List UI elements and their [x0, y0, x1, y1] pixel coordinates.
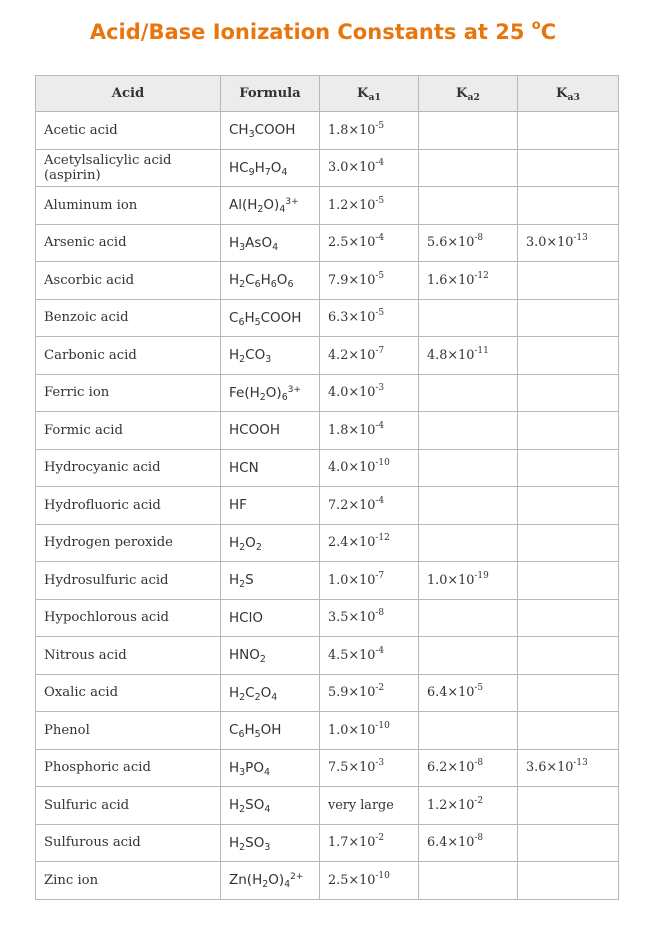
header-ka2: [419, 76, 518, 112]
formula-subscript: 9: [248, 166, 255, 178]
acid-name-cell: Hydrofluoric acid: [36, 487, 221, 525]
ka1-mantissa: 1.0×10: [328, 722, 376, 738]
table-row: [36, 712, 619, 750]
ka2-cell: [419, 599, 518, 637]
table-row: [36, 487, 619, 525]
ka1-mantissa: 2.5×10: [328, 872, 376, 888]
ka1-mantissa: 1.7×10: [328, 835, 376, 851]
formula-cell: [221, 337, 320, 375]
formula-cell: [221, 412, 320, 450]
formula-cell: [221, 599, 320, 637]
formula-subscript: 3: [265, 354, 272, 366]
ka2-cell: [419, 562, 518, 600]
ka1-exponent: -5: [375, 270, 385, 281]
formula-subscript: 3: [264, 841, 271, 853]
formula-subscript: 2: [259, 654, 266, 666]
ka2-cell: [419, 149, 518, 187]
ka1-cell: [320, 637, 419, 675]
formula-cell: [221, 187, 320, 225]
ka1-cell: [320, 299, 419, 337]
acid-name-cell: Arsenic acid: [36, 224, 221, 262]
formula-subscript: 3: [239, 241, 246, 253]
ka3-cell: [518, 599, 619, 637]
ka1-mantissa: 1.2×10: [328, 197, 376, 213]
formula-subscript: 5: [254, 729, 261, 741]
ka2-cell: [419, 749, 518, 787]
acid-name-cell: Hydrogen peroxide: [36, 524, 221, 562]
table-row: [36, 224, 619, 262]
formula-cell: [221, 749, 320, 787]
ka3-cell: [518, 299, 619, 337]
formula-subscript: 6: [238, 316, 245, 328]
ka3-exponent: -13: [573, 758, 588, 769]
ka2-cell: [419, 412, 518, 450]
formula-text: O: [276, 272, 288, 289]
header-ka3: [518, 76, 619, 112]
ka1-exponent: -5: [375, 120, 385, 131]
formula-cell: [221, 262, 320, 300]
formula-text: SO: [245, 797, 265, 814]
ka2-cell: [419, 112, 518, 150]
ka2-mantissa: 5.6×10: [427, 235, 475, 251]
ka3-cell: [518, 637, 619, 675]
table-row: [36, 299, 619, 337]
formula-text: H: [244, 309, 255, 326]
formula-text: COOH: [260, 309, 302, 326]
ka3-cell: [518, 374, 619, 412]
formula-text: H: [229, 534, 240, 551]
ka1-cell: [320, 599, 419, 637]
formula-subscript: 2: [254, 691, 261, 703]
formula-subscript: 2: [239, 279, 246, 291]
formula-text: HNO: [229, 647, 260, 664]
formula-charge: 2+: [290, 872, 304, 883]
ka1-mantissa: 1.0×10: [328, 572, 376, 588]
formula-subscript: 5: [254, 316, 261, 328]
formula-text: HF: [229, 497, 247, 514]
ka3-cell: [518, 787, 619, 825]
ka3-mantissa: 3.6×10: [526, 760, 574, 776]
ka1-exponent: -10: [375, 870, 390, 881]
ka2-cell: [419, 674, 518, 712]
table-row: [36, 524, 619, 562]
ionization-constants-table: [35, 75, 619, 900]
acid-name-cell: Sulfuric acid: [36, 787, 221, 825]
table-row: [36, 337, 619, 375]
acid-name-cell: Hydrosulfuric acid: [36, 562, 221, 600]
ka2-cell: [419, 449, 518, 487]
ka2-mantissa: 1.6×10: [427, 272, 475, 288]
ka2-exponent: -11: [474, 345, 489, 356]
header-formula: Formula: [221, 76, 320, 112]
formula-text: COOH: [254, 122, 296, 139]
ka2-cell: [419, 487, 518, 525]
formula-subscript: 2: [239, 691, 246, 703]
formula-text: AsO: [245, 234, 273, 251]
ka3-cell: [518, 449, 619, 487]
table-row: [36, 149, 619, 187]
ka2-cell: [419, 712, 518, 750]
table-row: [36, 862, 619, 900]
formula-text: C: [229, 309, 239, 326]
ka2-exponent: -5: [474, 683, 484, 694]
ka2-mantissa: 6.2×10: [427, 760, 475, 776]
formula-text: Zn(H: [229, 872, 263, 889]
formula-cell: [221, 712, 320, 750]
ka2-mantissa: 4.8×10: [427, 347, 475, 363]
acid-name-cell: Phosphoric acid: [36, 749, 221, 787]
ka1-cell: [320, 674, 419, 712]
acid-name-cell: Benzoic acid: [36, 299, 221, 337]
formula-subscript: 2: [255, 541, 262, 553]
ka2-mantissa: 6.4×10: [427, 835, 475, 851]
header-ka1: [320, 76, 419, 112]
table-row: [36, 599, 619, 637]
formula-text: H: [229, 572, 240, 589]
ka3-cell: [518, 524, 619, 562]
ka1-cell: [320, 824, 419, 862]
ka1-cell: [320, 224, 419, 262]
formula-text: H: [229, 347, 240, 364]
formula-text: O: [260, 684, 272, 701]
acid-name-cell: Formic acid: [36, 412, 221, 450]
ka2-cell: [419, 374, 518, 412]
table-row: [36, 749, 619, 787]
formula-subscript: 6: [270, 279, 277, 291]
ka3-cell: [518, 262, 619, 300]
formula-text: O: [270, 159, 282, 176]
ka3-cell: [518, 487, 619, 525]
formula-subscript: 4: [281, 166, 288, 178]
ka3-cell: [518, 187, 619, 225]
formula-subscript: 6: [287, 279, 294, 291]
table-row: [36, 562, 619, 600]
title-degree: o: [531, 18, 541, 33]
ka2-cell: [419, 787, 518, 825]
ka2-exponent: -12: [474, 270, 489, 281]
ka2-cell: [419, 637, 518, 675]
table-row: [36, 112, 619, 150]
table-row: [36, 412, 619, 450]
acid-name-cell: Phenol: [36, 712, 221, 750]
formula-text: HCN: [229, 459, 259, 476]
ka1-mantissa: 4.0×10: [328, 385, 376, 401]
formula-cell: [221, 374, 320, 412]
ka1-mantissa: 3.0×10: [328, 160, 376, 176]
ka1-mantissa: 5.9×10: [328, 685, 376, 701]
ka2-exponent: -2: [474, 795, 484, 806]
ka1-exponent: -3: [375, 758, 385, 769]
ka2-cell: [419, 187, 518, 225]
ka1-cell: [320, 562, 419, 600]
ka1-mantissa: 2.5×10: [328, 235, 376, 251]
formula-subscript: 7: [264, 166, 271, 178]
formula-cell: [221, 487, 320, 525]
formula-text: H: [229, 272, 240, 289]
acid-name-cell: Hydrocyanic acid: [36, 449, 221, 487]
ka1-cell: [320, 262, 419, 300]
ka1-exponent: -4: [375, 233, 385, 244]
ka3-mantissa: 3.0×10: [526, 235, 574, 251]
ka1-cell: [320, 374, 419, 412]
ka2-cell: [419, 862, 518, 900]
ka1-cell: [320, 112, 419, 150]
ka1-cell: [320, 487, 419, 525]
acid-name-cell: Ascorbic acid: [36, 262, 221, 300]
formula-subscript: 2: [239, 804, 246, 816]
ka1-cell: [320, 862, 419, 900]
ka1-exponent: -4: [375, 645, 385, 656]
formula-cell: [221, 824, 320, 862]
formula-subscript: 4: [264, 804, 271, 816]
ka2-exponent: -8: [474, 233, 484, 244]
formula-text: Fe(H: [229, 384, 260, 401]
ka2-cell: [419, 524, 518, 562]
header-ka1-k: K: [357, 86, 369, 101]
formula-charge: 3+: [287, 384, 301, 395]
formula-cell: [221, 862, 320, 900]
ka1-mantissa: very large: [328, 797, 394, 813]
formula-subscript: 4: [271, 691, 278, 703]
formula-subscript: 4: [263, 766, 270, 778]
ka1-mantissa: 2.4×10: [328, 535, 376, 551]
acid-name-cell: Oxalic acid: [36, 674, 221, 712]
header-ka1-sub: a1: [368, 92, 381, 103]
ka1-mantissa: 7.5×10: [328, 760, 376, 776]
formula-text: Al(H: [229, 197, 258, 214]
ka3-cell: [518, 337, 619, 375]
ka1-mantissa: 1.8×10: [328, 122, 376, 138]
formula-subscript: 2: [239, 541, 246, 553]
ka3-exponent: -13: [573, 233, 588, 244]
table-row: [36, 674, 619, 712]
formula-text: C: [245, 684, 255, 701]
formula-subscript: 2: [239, 579, 246, 591]
ka1-cell: [320, 149, 419, 187]
formula-text: HCOOH: [229, 422, 280, 439]
formula-text: O: [245, 534, 256, 551]
formula-subscript: 4: [272, 241, 279, 253]
formula-text: S: [245, 572, 254, 589]
formula-text: H: [229, 684, 240, 701]
table-row: [36, 187, 619, 225]
page-title: [0, 20, 646, 44]
formula-text: O): [268, 872, 285, 889]
ka3-cell: [518, 112, 619, 150]
ka3-cell: [518, 824, 619, 862]
formula-cell: [221, 299, 320, 337]
table-row: [36, 787, 619, 825]
formula-text: O): [263, 197, 280, 214]
ka2-cell: [419, 824, 518, 862]
acid-name-cell: Sulfurous acid: [36, 824, 221, 862]
ka2-cell: [419, 262, 518, 300]
ka2-cell: [419, 337, 518, 375]
formula-text: HClO: [229, 609, 263, 626]
ka3-cell: [518, 412, 619, 450]
ka1-exponent: -8: [375, 608, 385, 619]
ka1-exponent: -5: [375, 308, 385, 319]
ka1-mantissa: 4.5×10: [328, 647, 376, 663]
ka3-cell: [518, 562, 619, 600]
title-text: Acid/Base Ionization Constants at 25: [89, 20, 525, 44]
acid-name-cell: Carbonic acid: [36, 337, 221, 375]
header-ka2-sub: a2: [467, 92, 480, 103]
formula-cell: [221, 674, 320, 712]
ka1-exponent: -2: [375, 833, 385, 844]
header-ka3-sub: a3: [567, 92, 580, 103]
formula-text: H: [229, 759, 240, 776]
formula-text: CO: [245, 347, 266, 364]
formula-text: OH: [260, 722, 282, 739]
table-header: [36, 76, 619, 112]
ka2-mantissa: 1.2×10: [427, 797, 475, 813]
acid-name-cell: Acetylsalicylic acid (aspirin): [36, 149, 221, 187]
ka1-mantissa: 6.3×10: [328, 310, 376, 326]
ka2-mantissa: 6.4×10: [427, 685, 475, 701]
formula-text: SO: [245, 834, 265, 851]
acid-name-cell: Zinc ion: [36, 862, 221, 900]
formula-subscript: 4: [284, 879, 291, 891]
formula-text: C: [245, 272, 255, 289]
formula-text: HC: [229, 159, 249, 176]
table-body: [36, 112, 619, 900]
table-row: [36, 637, 619, 675]
ka3-cell: [518, 749, 619, 787]
acid-name-cell: Hypochlorous acid: [36, 599, 221, 637]
acid-name-cell: Acetic acid: [36, 112, 221, 150]
ka1-exponent: -5: [375, 195, 385, 206]
formula-subscript: 2: [239, 841, 246, 853]
ka1-mantissa: 1.8×10: [328, 422, 376, 438]
table-row: [36, 262, 619, 300]
ka1-cell: [320, 412, 419, 450]
formula-subscript: 6: [238, 729, 245, 741]
ka1-mantissa: 4.2×10: [328, 347, 376, 363]
formula-subscript: 2: [262, 879, 269, 891]
ka3-cell: [518, 149, 619, 187]
formula-subscript: 4: [279, 204, 286, 216]
formula-cell: [221, 224, 320, 262]
ka1-exponent: -4: [375, 158, 385, 169]
header-row: [36, 76, 619, 112]
formula-subscript: 3: [248, 129, 255, 141]
ka1-cell: [320, 449, 419, 487]
formula-subscript: 6: [281, 391, 288, 403]
ka2-exponent: -8: [474, 758, 484, 769]
formula-text: H: [229, 234, 240, 251]
ka3-cell: [518, 224, 619, 262]
header-ka2-k: K: [456, 86, 468, 101]
ka2-exponent: -8: [474, 833, 484, 844]
formula-charge: 3+: [285, 197, 299, 208]
formula-text: O): [265, 384, 282, 401]
ka1-exponent: -4: [375, 495, 385, 506]
ka1-cell: [320, 187, 419, 225]
formula-cell: [221, 149, 320, 187]
ka1-cell: [320, 749, 419, 787]
formula-text: C: [229, 722, 239, 739]
ka1-mantissa: 7.9×10: [328, 272, 376, 288]
ka2-cell: [419, 224, 518, 262]
title-unit: C: [540, 20, 557, 44]
acid-name-cell: Ferric ion: [36, 374, 221, 412]
ka1-exponent: -7: [375, 570, 385, 581]
table-row: [36, 374, 619, 412]
formula-cell: [221, 562, 320, 600]
ka1-exponent: -7: [375, 345, 385, 356]
ka3-cell: [518, 712, 619, 750]
acid-name-cell: Nitrous acid: [36, 637, 221, 675]
formula-subscript: 2: [239, 354, 246, 366]
formula-cell: [221, 637, 320, 675]
formula-text: CH: [229, 122, 249, 139]
ka3-cell: [518, 674, 619, 712]
ka3-cell: [518, 862, 619, 900]
formula-text: H: [229, 834, 240, 851]
header-ka3-k: K: [556, 86, 568, 101]
formula-subscript: 2: [257, 204, 264, 216]
ka1-cell: [320, 787, 419, 825]
ka1-exponent: -12: [375, 533, 390, 544]
ka2-mantissa: 1.0×10: [427, 572, 475, 588]
formula-text: H: [244, 722, 255, 739]
ka2-exponent: -19: [474, 570, 489, 581]
formula-cell: [221, 112, 320, 150]
formula-cell: [221, 449, 320, 487]
table-row: [36, 449, 619, 487]
ka1-mantissa: 7.2×10: [328, 497, 376, 513]
ka1-cell: [320, 524, 419, 562]
formula-text: PO: [245, 759, 264, 776]
formula-cell: [221, 524, 320, 562]
ka1-exponent: -10: [375, 720, 390, 731]
formula-cell: [221, 787, 320, 825]
formula-text: H: [260, 272, 271, 289]
header-acid: Acid: [36, 76, 221, 112]
formula-subscript: 2: [259, 391, 266, 403]
formula-subscript: 6: [254, 279, 261, 291]
formula-text: H: [229, 797, 240, 814]
ka1-mantissa: 4.0×10: [328, 460, 376, 476]
acid-name-cell: Aluminum ion: [36, 187, 221, 225]
ka1-exponent: -4: [375, 420, 385, 431]
ka1-exponent: -2: [375, 683, 385, 694]
ka2-cell: [419, 299, 518, 337]
formula-subscript: 3: [239, 766, 246, 778]
ka1-cell: [320, 712, 419, 750]
table-row: [36, 824, 619, 862]
ka1-exponent: -3: [375, 383, 385, 394]
formula-text: H: [254, 159, 265, 176]
ka1-exponent: -10: [375, 458, 390, 469]
ka1-cell: [320, 337, 419, 375]
ka1-mantissa: 3.5×10: [328, 610, 376, 626]
